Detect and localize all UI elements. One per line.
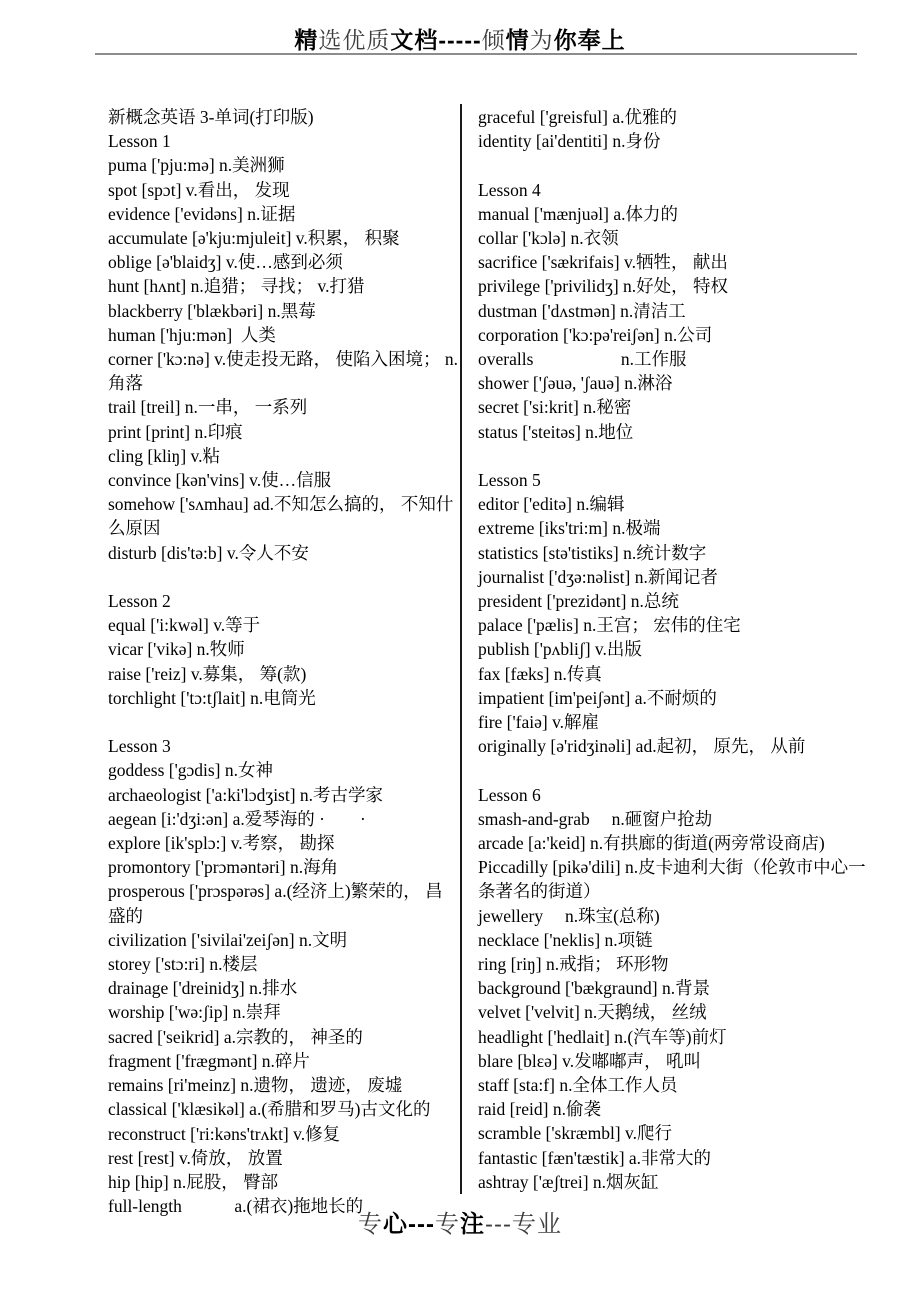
word-entry-line: explore [ik'splɔ:] v.考察， 勘探 — [108, 833, 335, 854]
word-entry-line: extreme [iks'tri:m] n.极端 — [478, 518, 661, 539]
word-entry-line: originally [ə'ridʒinəli] ad.起初， 原先， 从前 — [478, 736, 806, 757]
word-entry-line: manual ['mænjuəl] a.体力的 — [478, 203, 678, 224]
word-entry-line: impatient [im'peiʃənt] a.不耐烦的 — [478, 687, 717, 708]
word-entry-line: smash-and-grab n.砸窗户抢劫 — [478, 808, 713, 829]
word-entry-line — [478, 153, 866, 177]
word-entry-line: classical ['klæsikəl] a.(希腊和罗马)古文化的 — [108, 1099, 431, 1120]
word-entry-line: overalls n.工作服 — [478, 349, 687, 370]
footer-text-segment: --- — [408, 1211, 435, 1238]
word-entry-line — [108, 710, 458, 734]
word-entry-line: aegean [i:'dʒi:ən] a.爱琴海的 · · — [108, 808, 366, 829]
word-entry-line: journalist ['dʒə:nəlist] n.新闻记者 — [478, 566, 718, 587]
word-entry-line: worship ['wə:ʃip] n.崇拜 — [108, 1002, 281, 1023]
word-entry-line: Lesson 5 — [478, 470, 541, 491]
footer-text-segment: 心 — [383, 1211, 409, 1238]
header-text-segment: 文档 — [390, 27, 439, 53]
word-entry-line: puma ['pju:mə] n.美洲狮 — [108, 155, 285, 176]
word-entry-line: spot [spɔt] v.看出， 发现 — [108, 179, 290, 200]
footer-text-segment: 专 — [435, 1211, 460, 1238]
word-entry-line: ashtray ['æʃtrei] n.烟灰缸 — [478, 1171, 659, 1192]
word-entry-line: somehow ['sʌmhau] ad.不知怎么搞的， 不知什么原因 — [108, 494, 454, 539]
word-entry-line: archaeologist ['a:ki'lɔdʒist] n.考古学家 — [108, 784, 384, 805]
vocabulary-column-left — [108, 105, 458, 1218]
word-entry-line: human ['hju:mən] 人类 — [108, 324, 276, 345]
word-entry-line: fantastic [fæn'tæstik] a.非常大的 — [478, 1147, 712, 1168]
header-text-segment: 倾 — [481, 27, 506, 53]
header-text-segment: ----- — [438, 27, 482, 53]
word-entry-line: 新概念英语 3-单词(打印版) — [108, 107, 314, 127]
word-entry-line: blackberry ['blækbəri] n.黑莓 — [108, 300, 316, 321]
word-entry-line: president ['prezidənt] n.总统 — [478, 591, 679, 612]
word-entry-line: Lesson 6 — [478, 784, 541, 805]
word-entry-line: equal ['i:kwəl] v.等于 — [108, 615, 261, 636]
word-entry-line: full-length a.(裙衣)拖地长的 — [108, 1196, 364, 1217]
word-entry-line: disturb [dis'tə:b] v.令人不安 — [108, 542, 309, 563]
word-entry-line: scramble ['skræmbl] v.爬行 — [478, 1123, 672, 1144]
word-entry-line: fragment ['frægmənt] n.碎片 — [108, 1050, 310, 1071]
word-entry-line: sacred ['seikrid] a.宗教的， 神圣的 — [108, 1026, 363, 1047]
word-entry-line: corner ['kɔ:nə] v.使走投无路， 使陷入困境； n.角落 — [108, 349, 459, 394]
word-entry-line: fax [fæks] n.传真 — [478, 663, 602, 684]
word-entry-line: goddess ['gɔdis] n.女神 — [108, 760, 274, 781]
footer-text-segment: 专业 — [511, 1211, 562, 1238]
word-entry-line: torchlight ['tɔ:tʃlait] n.电筒光 — [108, 687, 316, 708]
word-entry-line: fire ['faiə] v.解雇 — [478, 712, 600, 733]
word-entry-line: background ['bækgraund] n.背景 — [478, 978, 711, 999]
word-entry-line: hunt [hʌnt] n.追猎； 寻找； v.打猎 — [108, 276, 365, 297]
page-footer-watermark — [0, 1204, 920, 1239]
word-entry-line: evidence ['evidəns] n.证据 — [108, 203, 296, 224]
word-entry-line: ring [riŋ] n.戒指； 环形物 — [478, 954, 669, 975]
header-text-segment: 你奉上 — [553, 27, 626, 53]
footer-text-segment: 注 — [460, 1211, 485, 1238]
vocabulary-column-right — [478, 105, 866, 1194]
footer-text-segment: --- — [485, 1211, 512, 1238]
word-entry-line: secret ['si:krit] n.秘密 — [478, 397, 632, 418]
word-entry-line: dustman ['dʌstmən] n.清洁工 — [478, 300, 686, 321]
header-text-segment: 为 — [529, 27, 554, 53]
word-entry-line: jewellery n.珠宝(总称) — [478, 905, 660, 926]
word-entry-line: Lesson 1 — [108, 131, 171, 152]
word-entry-line: publish ['pʌbliʃ] v.出版 — [478, 639, 642, 660]
word-entry-line: identity [ai'dentiti] n.身份 — [478, 131, 661, 152]
word-entry-line: reconstruct ['ri:kəns'trʌkt] v.修复 — [108, 1123, 341, 1144]
header-text-segment: 情 — [505, 27, 530, 53]
word-entry-line: necklace ['neklis] n.项链 — [478, 929, 653, 950]
column-divider-line — [460, 104, 462, 1194]
word-entry-line — [478, 758, 866, 782]
word-entry-line: vicar ['vikə] n.牧师 — [108, 639, 245, 660]
word-entry-line — [478, 444, 866, 468]
word-entry-line: rest [rest] v.倚放， 放置 — [108, 1147, 283, 1168]
word-entry-line: corporation ['kɔ:pə'reiʃən] n.公司 — [478, 324, 713, 345]
word-entry-line: editor ['editə] n.编辑 — [478, 494, 625, 515]
word-entry-line: arcade [a:'keid] n.有拱廊的街道(两旁常设商店) — [478, 833, 825, 854]
word-entry-line: headlight ['hedlait] n.(汽车等)前灯 — [478, 1026, 727, 1047]
word-entry-line: hip [hip] n.屁股， 臀部 — [108, 1171, 279, 1192]
word-entry-line: palace ['pælis] n.王宫； 宏伟的住宅 — [478, 615, 741, 636]
word-entry-line: accumulate [ə'kju:mjuleit] v.积累， 积聚 — [108, 228, 400, 249]
word-entry-line: cling [kliŋ] v.粘 — [108, 445, 221, 466]
word-entry-line — [108, 565, 458, 589]
word-entry-line: storey ['stɔ:ri] n.楼层 — [108, 954, 258, 975]
word-entry-line: statistics [stə'tistiks] n.统计数字 — [478, 542, 707, 563]
word-entry-line: privilege ['privilidʒ] n.好处， 特权 — [478, 276, 729, 297]
word-entry-line: Lesson 3 — [108, 736, 171, 757]
header-divider-rule — [95, 53, 857, 55]
word-entry-line: print [print] n.印痕 — [108, 421, 243, 442]
header-text-segment: 精 — [294, 27, 319, 53]
word-entry-line: staff [sta:f] n.全体工作人员 — [478, 1075, 678, 1096]
word-entry-line: promontory ['prɔməntəri] n.海角 — [108, 857, 339, 878]
header-text-segment: 选优质 — [318, 27, 391, 53]
word-entry-line: status ['steitəs] n.地位 — [478, 421, 634, 442]
word-entry-line: raise ['reiz] v.募集， 筹(款) — [108, 663, 307, 684]
word-entry-line: civilization ['sivilai'zeiʃən] n.文明 — [108, 929, 348, 950]
word-entry-line: graceful ['greisful] a.优雅的 — [478, 107, 677, 127]
word-entry-line: prosperous ['prɔspərəs] a.(经济上)繁荣的， 昌盛的 — [108, 881, 443, 926]
word-entry-line: velvet ['velvit] n.天鹅绒， 丝绒 — [478, 1002, 707, 1023]
word-entry-line: drainage ['dreinidʒ] n.排水 — [108, 978, 298, 999]
word-entry-line: Piccadilly [pikə'dili] n.皮卡迪利大街（伦敦市中心一条著名的街道） — [478, 857, 866, 902]
word-entry-line: collar ['kɔlə] n.衣领 — [478, 228, 619, 248]
word-entry-line: Lesson 2 — [108, 591, 171, 612]
word-entry-line: convince [kən'vins] v.使…信服 — [108, 470, 332, 491]
word-entry-line: shower ['ʃəuə, 'ʃauə] n.淋浴 — [478, 373, 673, 394]
word-entry-line: sacrifice ['sækrifais] v.牺牲， 献出 — [478, 252, 728, 273]
word-entry-line: remains [ri'meinz] n.遗物， 遗迹， 废墟 — [108, 1075, 403, 1096]
word-entry-line: oblige [ə'blaidʒ] v.使…感到必须 — [108, 252, 343, 273]
word-entry-line: trail [treil] n.一串， 一系列 — [108, 397, 308, 418]
word-entry-line: blare [blɛə] v.发嘟嘟声， 吼叫 — [478, 1050, 701, 1071]
page-header-watermark — [0, 22, 920, 55]
word-entry-line: raid [reid] n.偷袭 — [478, 1099, 601, 1120]
word-entry-line: Lesson 4 — [478, 179, 541, 200]
footer-text-segment: 专 — [358, 1211, 384, 1238]
